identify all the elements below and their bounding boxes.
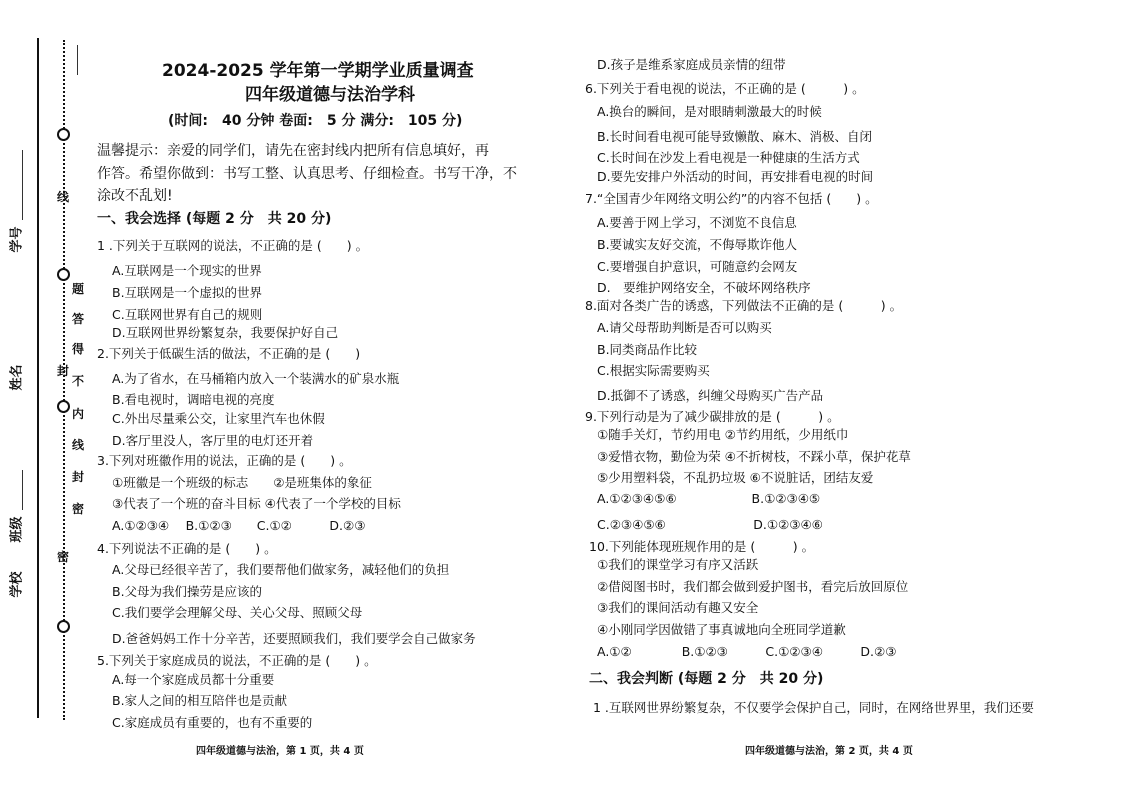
option-line: B.家人之间的相互陪伴也是贡献: [112, 693, 288, 708]
exam-subject-title: 四年级道德与法治学科: [245, 85, 415, 105]
option-line: D.互联网世界纷繁复杂，我要保护好自己: [112, 325, 339, 340]
seal-marker-seal: 封: [57, 364, 70, 378]
option-line: C.外出尽量乘公交，让家里汽车也休假: [112, 411, 325, 426]
option-line: B.同类商品作比较: [597, 342, 698, 357]
student-name-field[interactable]: [10, 290, 24, 400]
question-line: 8.面对各类广告的诱惑，下列做法不正确的是 ( ) 。: [585, 298, 903, 313]
option-line: C.互联网世界有自己的规则: [112, 307, 263, 322]
option-line: ②借阅图书时，我们都会做到爱护图书，看完后放回原位: [597, 579, 909, 594]
student-id-label: 学号: [9, 226, 25, 253]
outer-binding-line: [37, 38, 39, 718]
binding-hole-circle: [57, 620, 70, 633]
option-line: D.客厅里没人，客厅里的电灯还开着: [112, 433, 314, 448]
seal-dashed-line: [63, 40, 65, 720]
option-line: A.①②③④⑤⑥ B.①②③④⑤: [597, 491, 821, 506]
option-line: A.每一个家庭成员都十分重要: [112, 672, 275, 687]
class-label: 班级: [9, 516, 25, 543]
option-line: D. 要维护网络安全，不破坏网络秩序: [597, 280, 811, 295]
seal-marker-line: 线: [57, 190, 70, 204]
option-line: ①随手关灯，节约用电 ②节约用纸，少用纸巾: [597, 427, 849, 442]
question-line: 5.下列关于家庭成员的说法，不正确的是 ( ) 。: [97, 653, 377, 668]
seal-char: 题: [72, 282, 85, 296]
school-label: 学校: [9, 571, 25, 598]
question-line: 4.下列说法不正确的是 ( ) 。: [97, 541, 277, 556]
seal-char: 内: [72, 407, 85, 421]
question-line: 9.下列行动是为了减少碳排放的是 ( ) 。: [585, 409, 840, 424]
question-line: 1 .互联网世界纷繁复杂，不仅要学会保护自己，同时，在网络世界里，我们还要: [593, 700, 1034, 715]
option-line: A.①②③④ B.①②③ C.①② D.②③: [112, 518, 366, 533]
option-line: ④小刚同学因做错了事真诚地向全班同学道歉: [597, 622, 846, 637]
binding-hole-circle: [57, 128, 70, 141]
page-footer: 四年级道德与法治，第 2 页，共 4 页: [745, 746, 913, 757]
option-line: ③代表了一个班的奋斗目标 ④代表了一个学校的目标: [112, 496, 401, 511]
option-line: A.请父母帮助判断是否可以购买: [597, 320, 772, 335]
seal-char: 答: [72, 312, 85, 326]
option-line: C.家庭成员有重要的，也有不重要的: [112, 715, 313, 730]
option-line: ⑤少用塑料袋，不乱扔垃圾 ⑥不说脏话，团结友爱: [597, 470, 874, 485]
school-field[interactable]: [10, 555, 24, 625]
option-line: ①班徽是一个班级的标志 ②是班集体的象征: [112, 475, 372, 490]
tip-line: 作答。希望你做到：书写工整、认真思考、仔细检查。书写干净，不: [97, 166, 517, 182]
seal-char: 封: [72, 470, 85, 484]
option-line: C.我们要学会理解父母、关心父母、照顾父母: [112, 605, 363, 620]
question-line: 2.下列关于低碳生活的做法，不正确的是 ( ): [97, 346, 361, 361]
question-line: 10.下列能体现班规作用的是 ( ) 。: [589, 539, 815, 554]
option-line: C.要增强自护意识，可随意约会网友: [597, 259, 798, 274]
option-line: A.为了省水，在马桶箱内放入一个装满水的矿泉水瓶: [112, 371, 400, 386]
option-line: C.长时间在沙发上看电视是一种健康的生活方式: [597, 150, 860, 165]
option-line: B.看电视时，调暗电视的亮度: [112, 392, 275, 407]
option-line: A.①② B.①②③ C.①②③④ D.②③: [597, 644, 897, 659]
exam-title: 2024-2025 学年第一学期学业质量调查: [162, 61, 474, 81]
inner-binding-line: [77, 45, 78, 75]
option-line: B.长时间看电视可能导致懒散、麻木、消极、自闭: [597, 129, 873, 144]
seal-marker-secret: 密: [57, 550, 70, 564]
option-line: D.抵御不了诱惑，纠缠父母购买广告产品: [597, 388, 824, 403]
student-id-underline: [22, 150, 23, 220]
class-underline: [22, 470, 23, 510]
seal-char: 得: [72, 342, 85, 356]
student-id-field[interactable]: [10, 150, 24, 290]
option-line: D.爸爸妈妈工作十分辛苦，还要照顾我们，我们要学会自己做家务: [112, 631, 476, 646]
option-line: ①我们的课堂学习有序又活跃: [597, 557, 759, 572]
option-line: A.父母已经很辛苦了，我们要帮他们做家务，减轻他们的负担: [112, 562, 450, 577]
option-line: A.换台的瞬间，是对眼睛刺激最大的时候: [597, 104, 822, 119]
tip-line: 涂改不乱划!: [97, 188, 173, 204]
page-footer: 四年级道德与法治，第 1 页，共 4 页: [196, 746, 364, 757]
option-line: B.父母为我们操劳是应该的: [112, 584, 263, 599]
option-line: B.要诚实友好交流，不侮辱欺诈他人: [597, 237, 798, 252]
binding-hole-circle: [57, 268, 70, 281]
option-line: C.②③④⑤⑥ D.①②③④⑥: [597, 517, 823, 532]
exam-meta: (时间: 40 分钟 卷面: 5 分 满分: 105 分): [168, 113, 463, 129]
section-heading: 二、我会判断 (每题 2 分 共 20 分): [589, 671, 824, 687]
option-line: ③爱惜衣物，勤俭为荣 ④不折树枝，不踩小草，保护花草: [597, 449, 911, 464]
option-line: B.互联网是一个虚拟的世界: [112, 285, 263, 300]
option-line: A.互联网是一个现实的世界: [112, 263, 262, 278]
option-line: D.孩子是维系家庭成员亲情的纽带: [597, 57, 786, 72]
option-line: ③我们的课间活动有趣又安全: [597, 600, 759, 615]
question-line: 1 .下列关于互联网的说法，不正确的是 ( ) 。: [97, 238, 369, 253]
option-line: C.根据实际需要购买: [597, 363, 710, 378]
question-line: 7.“全国青少年网络文明公约”的内容不包括 ( ) 。: [585, 191, 878, 206]
tip-line: 温馨提示：亲爱的同学们，请先在密封线内把所有信息填好，再: [97, 143, 489, 159]
class-field[interactable]: [10, 470, 24, 560]
student-name-label: 姓名: [9, 364, 25, 391]
option-line: D.要先安排户外活动的时间，再安排看电视的时间: [597, 169, 874, 184]
binding-hole-circle: [57, 400, 70, 413]
option-line: A.要善于网上学习，不浏览不良信息: [597, 215, 797, 230]
question-line: 6.下列关于看电视的说法，不正确的是 ( ) 。: [585, 81, 865, 96]
seal-char: 线: [72, 438, 85, 452]
seal-char: 密: [72, 502, 85, 516]
section-heading: 一、我会选择 (每题 2 分 共 20 分): [97, 211, 332, 227]
seal-char: 不: [72, 374, 85, 388]
question-line: 3.下列对班徽作用的说法，正确的是 ( ) 。: [97, 453, 352, 468]
